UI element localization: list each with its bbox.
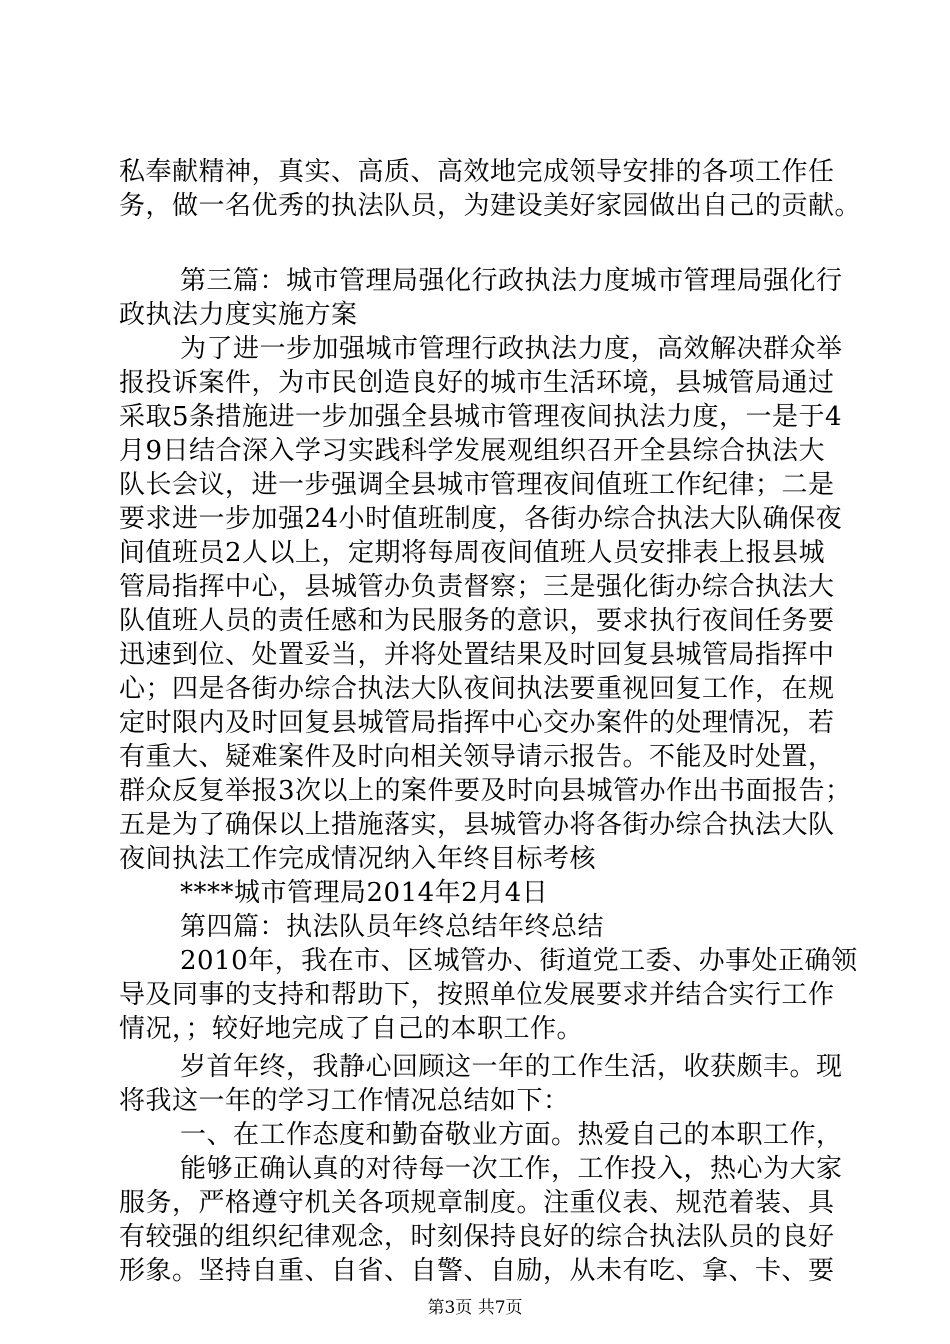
section-heading: 第四篇：执法队员年终总结年终总结 [180, 912, 605, 942]
text-line: 形象。坚持自重、自省、自警、自励，从未有吃、拿、卡、要 [119, 1256, 835, 1286]
text-line: 迅速到位、处置妥当，并将处置结果及时回复县城管局指挥中 [119, 640, 835, 670]
text-line: 有重大、疑难案件及时向相关领导请示报告。不能及时处置， [119, 742, 835, 772]
section-heading: 第三篇：城市管理局强化行政执法力度城市管理局强化行 [180, 266, 843, 296]
text-line: 能够正确认真的对待每一次工作，工作投入，热心为大家 [180, 1154, 843, 1184]
text-line: 报投诉案件，为市民创造良好的城市生活环境，县城管局通过 [119, 368, 835, 398]
text-line: 有较强的组织纪律观念，时刻保持良好的综合执法队员的良好 [119, 1222, 835, 1252]
text-line: 务，做一名优秀的执法队员，为建设美好家园做出自己的贡献。 [119, 191, 862, 221]
text-line: 五是为了确保以上措施落实，县城管办将各街办综合执法大队 [119, 810, 835, 840]
text-line: 私奉献精神，真实、高质、高效地完成领导安排的各项工作任 [119, 157, 835, 187]
text-line: 服务，严格遵守机关各项规章制度。注重仪表、规范着装、具 [119, 1188, 835, 1218]
text-line: 采取5条措施进一步加强全县城市管理夜间执法力度，一是于4 [119, 402, 843, 432]
text-line: 定时限内及时回复县城管局指挥中心交办案件的处理情况，若 [119, 708, 835, 738]
text-line: 队值班人员的责任感和为民服务的意识，要求执行夜间任务要 [119, 606, 835, 636]
text-line: 要求进一步加强24小时值班制度，各街办综合执法大队确保夜 [119, 504, 843, 534]
text-line: 群众反复举报3次以上的案件要及时向县城管办作出书面报告； [119, 776, 852, 806]
page-footer: 第3页 共7页 [427, 1298, 523, 1318]
text-line: 夜间执法工作完成情况纳入年终目标考核 [119, 844, 597, 874]
text-line: 队长会议，进一步强调全县城市管理夜间值班工作纪律；二是 [119, 470, 835, 500]
text-line: 一、在工作态度和勤奋敬业方面。热爱自己的本职工作， [180, 1120, 843, 1150]
text-line: 情况，；较好地完成了自己的本职工作。 [119, 1014, 584, 1044]
text-line: 导及同事的支持和帮助下，按照单位发展要求并结合实行工作 [119, 980, 835, 1010]
text-line: 心；四是各街办综合执法大队夜间执法要重视回复工作，在规 [119, 674, 835, 704]
text-line: 岁首年终，我静心回顾这一年的工作生活，收获颇丰。现 [180, 1052, 843, 1082]
text-line: 间值班员2人以上，定期将每周夜间值班人员安排表上报县城 [119, 538, 826, 568]
text-line: 将我这一年的学习工作情况总结如下： [119, 1086, 570, 1116]
signature-date: ****城市管理局2014年2月4日 [180, 878, 549, 908]
text-line: 月9日结合深入学习实践科学发展观组织召开全县综合执法大 [119, 436, 826, 466]
text-line: 为了进一步加强城市管理行政执法力度，高效解决群众举 [180, 334, 843, 364]
text-line: 管局指挥中心，县城管办负责督察；三是强化街办综合执法大 [119, 572, 835, 602]
section-heading: 政执法力度实施方案 [119, 300, 358, 330]
text-line: 2010年，我在市、区城管办、街道党工委、办事处正确领 [180, 946, 858, 976]
